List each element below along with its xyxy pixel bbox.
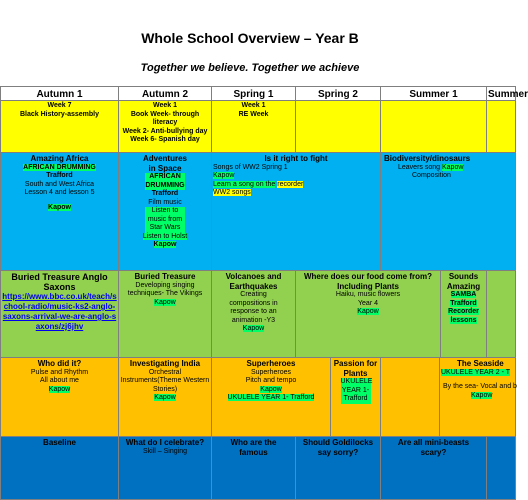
- topic-line: Orchestral Instruments(Theme Western Stories): [120, 368, 210, 393]
- topic-what-do-i-celebrate: [118, 436, 212, 500]
- topic-summer2-navy: [486, 436, 516, 500]
- highlight-text: recorder: [277, 180, 304, 188]
- events-summer2: [486, 100, 516, 153]
- highlight-text: SAMBA: [450, 291, 477, 298]
- topic-line: Skill – Singing: [143, 447, 187, 455]
- topic-title: What do I celebrate?: [125, 438, 205, 447]
- kapow-tag: Kapow: [48, 385, 71, 393]
- topic-line: Haiku, music flowers: [335, 291, 401, 298]
- topic-title: Who are the famous: [230, 438, 277, 457]
- topic-title: Are all mini-beasts scary?: [397, 438, 470, 457]
- header-autumn1: Autumn 1: [0, 86, 119, 101]
- topic-should-goldilocks-say-sorry: [295, 436, 381, 500]
- topic-the-seaside: [439, 357, 516, 437]
- topic-line: Pitch and tempo: [245, 377, 297, 384]
- topic-line: Leavers song: [398, 163, 441, 171]
- kapow-tag: Kapow: [213, 172, 235, 179]
- highlight-text: AFRICAN DRUMMING: [145, 173, 185, 189]
- header-spring1: Spring 1: [211, 86, 296, 101]
- topic-line: All about me: [40, 377, 79, 384]
- topic-line: Superheroes: [250, 368, 292, 376]
- page-subtitle: Together we believe. Together we achieve: [140, 62, 360, 74]
- kapow-tag: Kapow: [154, 298, 176, 306]
- header-summer1: Summer 1: [380, 86, 487, 101]
- topic-buried-treasure-anglo-saxons: [0, 270, 119, 358]
- topic-title: Buried Treasure Anglo Saxons: [11, 272, 108, 292]
- topic-amazing-africa: [0, 152, 119, 271]
- event-line: Week 1: [153, 102, 177, 109]
- topic-line: Developing singing techniques- The Vikings: [127, 281, 203, 297]
- events-summer1: [380, 100, 487, 153]
- highlight-text: AFRICAN DRUMMING: [23, 163, 96, 171]
- highlight-text: Recorder lessons: [448, 308, 479, 324]
- topic-baseline: [0, 436, 119, 500]
- kapow-tag: Kapow: [357, 308, 379, 315]
- topic-biodiversity-dinosaurs: [380, 152, 516, 271]
- topic-adventures-in-space: [118, 152, 212, 271]
- topic-title: Passion for Plants: [333, 359, 378, 378]
- topic-line: Trafford: [46, 172, 73, 179]
- topic-title: Who did it?: [37, 359, 82, 368]
- topic-line: Songs of WW2 Spring 1: [213, 163, 288, 171]
- header-spring2: Spring 2: [295, 86, 381, 101]
- event-line: RE Week: [238, 110, 269, 118]
- highlight-text: Trafford: [450, 299, 477, 307]
- topic-line: Creating compositions in response to an animation -Y3: [229, 291, 278, 324]
- highlight-text: UKULELE YEAR 2 - T: [441, 368, 510, 376]
- kapow-tag: Kapow: [441, 163, 464, 171]
- topic-title: Sounds Amazing: [446, 272, 481, 291]
- topic-title: Buried Treasure: [134, 272, 196, 281]
- bbc-school-radio-link[interactable]: https://www.bbc.co.uk/teach/school-radio/music-ks2-anglo-saxons-arrival-we-are-anglo-saxons/zj6jhv: [2, 292, 117, 331]
- topic-title: Should Goldilocks say sorry?: [302, 438, 374, 457]
- topic-passion-for-plants: [330, 357, 381, 437]
- topic-title: Adventures in Space: [142, 154, 187, 173]
- event-line: Week 1: [241, 102, 266, 109]
- kapow-tag: Kapow: [260, 385, 282, 393]
- topic-title: Superheroes: [246, 359, 296, 368]
- topic-superheroes: [211, 357, 331, 437]
- overview-table: [0, 86, 528, 500]
- topic-summer2-green: [486, 270, 516, 358]
- topic-who-did-it: [0, 357, 119, 437]
- topic-are-all-mini-beasts-scary: [380, 436, 487, 500]
- events-autumn1: [0, 100, 119, 153]
- topic-investigating-india: [118, 357, 212, 437]
- event-line: Week 2- Anti-bullying day: [122, 127, 208, 135]
- kapow-tag: Kapow: [153, 241, 177, 248]
- topic-line: Composition: [412, 172, 451, 179]
- events-spring2: [295, 100, 381, 153]
- highlight-text: UKULELE YEAR 1- Trafford: [227, 394, 315, 401]
- event-line: Week 6- Spanish day: [130, 136, 200, 143]
- highlight-text: Listen to Holst: [142, 232, 188, 240]
- topic-line: Film music: [148, 198, 182, 206]
- topic-title: Volcanoes and Earthquakes: [225, 272, 282, 291]
- kapow-tag: Kapow: [48, 203, 71, 211]
- topic-line: South and West Africa: [24, 180, 95, 188]
- kapow-tag: Kapow: [242, 325, 265, 332]
- topic-is-it-right-to-fight: [211, 152, 381, 271]
- topic-title: Investigating India: [129, 359, 201, 368]
- topic-line: Pulse and Rhythm: [30, 368, 89, 376]
- topic-line: By the sea- Vocal and b: [443, 383, 517, 390]
- topic-title: The Seaside: [457, 359, 504, 368]
- topic-title: Baseline: [43, 438, 76, 447]
- highlight-text: Listen to music from Star Wars: [145, 207, 185, 233]
- topic-buried-treasure: [118, 270, 212, 358]
- highlight-text: WW2 songs: [213, 189, 251, 196]
- event-line: Week 7: [47, 102, 72, 109]
- highlight-text: Learn a song on the: [213, 180, 276, 188]
- header-summer2: Summer: [486, 86, 516, 101]
- topic-title: Is it right to fight: [264, 154, 328, 163]
- topic-line: Trafford: [151, 190, 179, 197]
- events-spring1: [211, 100, 296, 153]
- event-line: Book Week- through literacy: [130, 110, 200, 126]
- topic-who-are-the-famous: [211, 436, 296, 500]
- topic-sounds-amazing: [440, 270, 487, 358]
- topic-title: Amazing Africa: [30, 154, 89, 163]
- highlight-text: UKULELE YEAR 1- Trafford: [340, 378, 373, 402]
- topic-title: Where does our food come from? Including Plants: [303, 272, 432, 291]
- header-autumn2: Autumn 2: [118, 86, 212, 101]
- topic-line: Year 4: [358, 299, 378, 307]
- events-autumn2: [118, 100, 212, 153]
- kapow-tag: Kapow: [154, 394, 176, 401]
- topic-title: Biodiversity/dinosaurs: [384, 154, 471, 163]
- topic-where-does-our-food-come-from: [295, 270, 441, 358]
- topic-line: Lesson 4 and lesson 5: [24, 189, 95, 196]
- kapow-tag: Kapow: [471, 391, 493, 399]
- topic-summer1-orange: [380, 357, 440, 437]
- topic-volcanoes-earthquakes: [211, 270, 296, 358]
- event-line: Black History-assembly: [20, 110, 99, 118]
- page-title: Whole School Overview – Year B: [141, 30, 359, 46]
